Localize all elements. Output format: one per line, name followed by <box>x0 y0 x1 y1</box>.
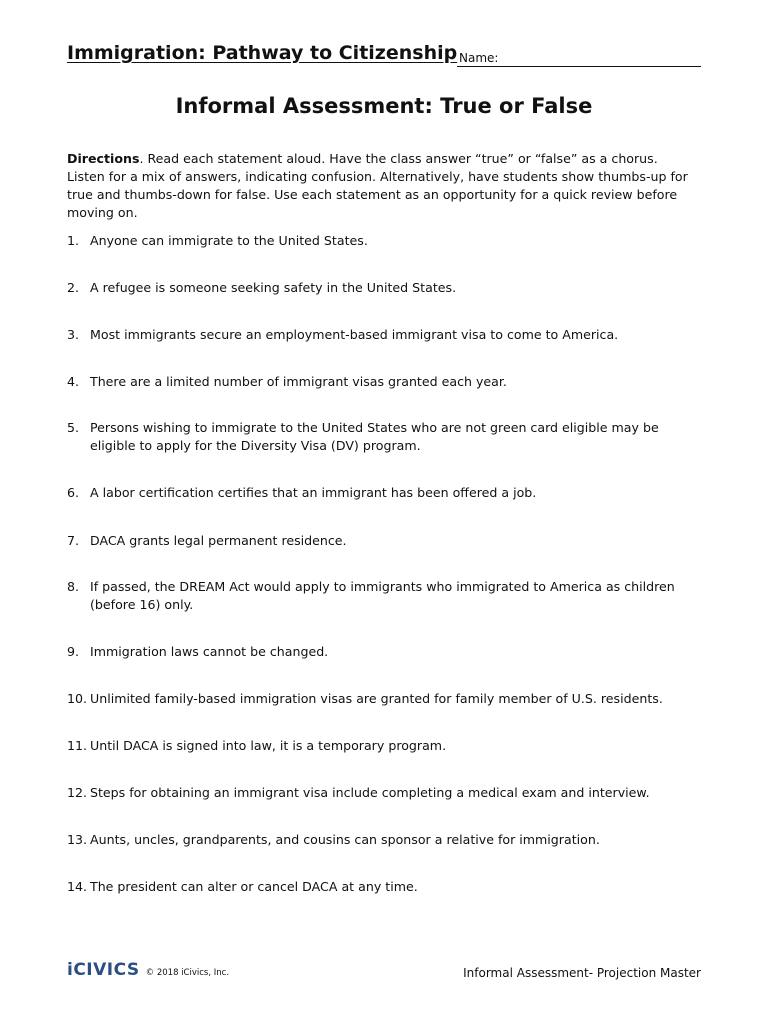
directions-paragraph <box>67 150 697 222</box>
statement-item <box>67 784 701 802</box>
statement-item <box>67 326 701 344</box>
statement-number: 11. <box>67 738 88 753</box>
footer-document-type: Informal Assessment- Projection Master <box>463 966 701 980</box>
statement-number: 12. <box>67 785 88 800</box>
footer-branding <box>67 960 229 980</box>
statement-item <box>67 419 701 455</box>
statement-number: 3. <box>67 327 80 342</box>
statement-text: Until DACA is signed into law, it is a temporary program. <box>90 738 447 753</box>
statement-text: Aunts, uncles, grandparents, and cousins can sponsor a relative for immigration. <box>90 832 600 847</box>
name-field <box>457 42 701 67</box>
logo-letters: CIVICS <box>73 960 140 980</box>
statement-text: The president can alter or cancel DACA at any time. <box>90 879 418 894</box>
statement-number: 5. <box>67 420 80 435</box>
statement-text: A labor certification certifies that an immigrant has been offered a job. <box>90 485 537 500</box>
statement-text: A refugee is someone seeking safety in the United States. <box>90 280 457 295</box>
statement-number: 4. <box>67 374 80 389</box>
statement-number: 10. <box>67 691 88 706</box>
statement-number: 2. <box>67 280 80 295</box>
statement-item <box>67 373 701 391</box>
statement-text: DACA grants legal permanent residence. <box>90 533 347 548</box>
statement-item <box>67 690 701 708</box>
statement-text: Unlimited family-based immigration visas are granted for family member of U.S. residents. <box>90 691 663 706</box>
statement-number: 14. <box>67 879 88 894</box>
name-label: Name: <box>459 51 499 65</box>
statement-number: 1. <box>67 233 80 248</box>
statement-number: 13. <box>67 832 88 847</box>
statement-number: 8. <box>67 579 80 594</box>
logo-letter-i: i <box>67 960 74 980</box>
statement-item <box>67 578 701 614</box>
statement-item <box>67 878 701 896</box>
statement-text: Immigration laws cannot be changed. <box>90 644 329 659</box>
statement-text: Steps for obtaining an immigrant visa include completing a medical exam and interview. <box>90 785 650 800</box>
statement-number: 6. <box>67 485 80 500</box>
statement-item <box>67 279 701 297</box>
statement-item <box>67 232 701 250</box>
statement-item <box>67 643 701 661</box>
statement-text: There are a limited number of immigrant visas granted each year. <box>90 374 507 389</box>
statement-text: Persons wishing to immigrate to the United States who are not green card eligible may be eligible to apply for the Diversity Visa (DV) program. <box>90 420 659 453</box>
statement-text: If passed, the DREAM Act would apply to immigrants who immigrated to America as children (before 16) only. <box>90 579 675 612</box>
document-title: Immigration: Pathway to Citizenship <box>67 42 458 64</box>
statement-number: 9. <box>67 644 80 659</box>
statement-number: 7. <box>67 533 80 548</box>
statement-item <box>67 831 701 849</box>
directions-label: Directions <box>67 151 140 166</box>
assessment-title: Informal Assessment: True or False <box>175 94 593 118</box>
statement-item <box>67 532 701 550</box>
statement-item <box>67 484 701 502</box>
header <box>67 42 701 68</box>
directions-text: . Read each statement aloud. Have the class answer “true” or “false” as a chorus. Listen for a mix of answers, indicating confusion. Alternatively, have students show thumbs-up for true and thumbs-down for false. Use each statement as an opportunity for a quick review before moving on. <box>67 151 688 220</box>
statement-item <box>67 737 701 755</box>
statement-text: Most immigrants secure an employment-based immigrant visa to come to America. <box>90 327 619 342</box>
copyright-notice: © 2018 iCivics, Inc. <box>145 968 230 978</box>
icivics-logo <box>67 960 140 980</box>
statement-text: Anyone can immigrate to the United States. <box>90 233 368 248</box>
